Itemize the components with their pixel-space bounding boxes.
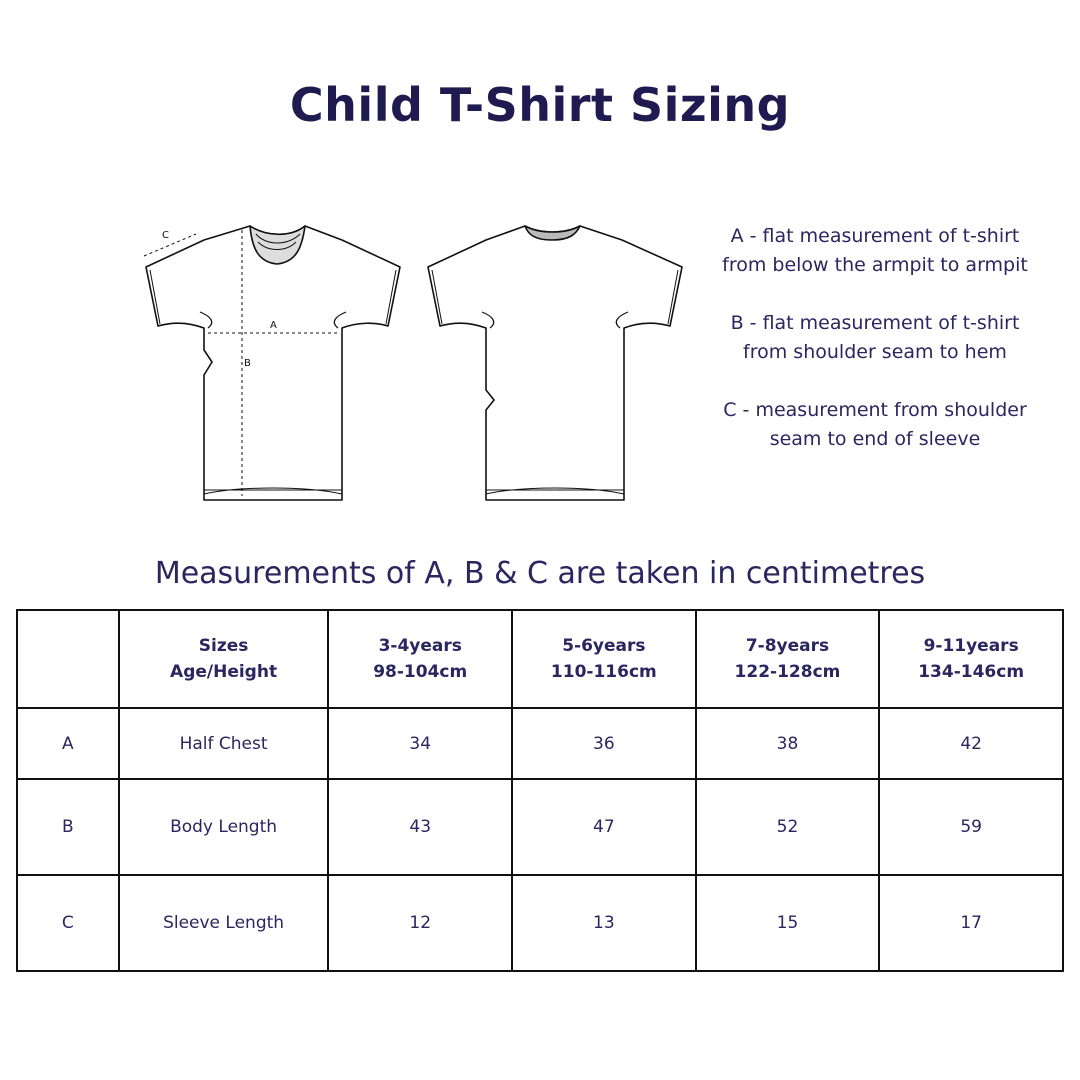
row-key: C <box>17 875 119 971</box>
header-sizes-cell: Sizes Age/Height <box>119 610 329 708</box>
table-cell: 34 <box>328 708 512 779</box>
header-blank-cell <box>17 610 119 708</box>
row-name: Sleeve Length <box>119 875 329 971</box>
front-tshirt-outline <box>146 226 400 500</box>
header-size-9-11: 9-11years 134-146cm <box>879 610 1063 708</box>
row-name: Body Length <box>119 779 329 875</box>
table-row <box>17 779 1063 875</box>
table-cell: 36 <box>512 708 696 779</box>
table-cell: 15 <box>696 875 880 971</box>
back-tshirt-outline <box>428 226 682 500</box>
table-cell: 59 <box>879 779 1063 875</box>
diagram-label-b: B <box>244 358 251 369</box>
table-row <box>17 708 1063 779</box>
size-table <box>16 609 1064 972</box>
tshirt-illustration <box>130 200 700 520</box>
table-cell: 42 <box>879 708 1063 779</box>
table-row <box>17 875 1063 971</box>
table-cell: 17 <box>879 875 1063 971</box>
row-name: Half Chest <box>119 708 329 779</box>
table-cell: 47 <box>512 779 696 875</box>
row-key: A <box>17 708 119 779</box>
legend-b: B - flat measurement of t-shirt from shoulder seam to hem <box>730 312 1020 363</box>
header-size-5-6: 5-6years 110-116cm <box>512 610 696 708</box>
header-size-3-4: 3-4years 98-104cm <box>328 610 512 708</box>
diagram-label-a: A <box>270 320 277 331</box>
table-header-row <box>17 610 1063 708</box>
table-cell: 38 <box>696 708 880 779</box>
table-cell: 12 <box>328 875 512 971</box>
table-cell: 52 <box>696 779 880 875</box>
legend-a: A - flat measurement of t-shirt from below the armpit to armpit <box>722 225 1028 276</box>
legend-c: C - measurement from shoulder seam to end of sleeve <box>723 399 1027 450</box>
page-title: Child T-Shirt Sizing <box>289 78 791 132</box>
diagram-label-c: C <box>162 230 169 241</box>
units-note: Measurements of A, B & C are taken in centimetres <box>154 556 926 591</box>
tshirt-diagram <box>130 200 700 520</box>
table-cell: 13 <box>512 875 696 971</box>
header-size-7-8: 7-8years 122-128cm <box>696 610 880 708</box>
row-key: B <box>17 779 119 875</box>
measurement-legend <box>690 222 1060 483</box>
table-cell: 43 <box>328 779 512 875</box>
